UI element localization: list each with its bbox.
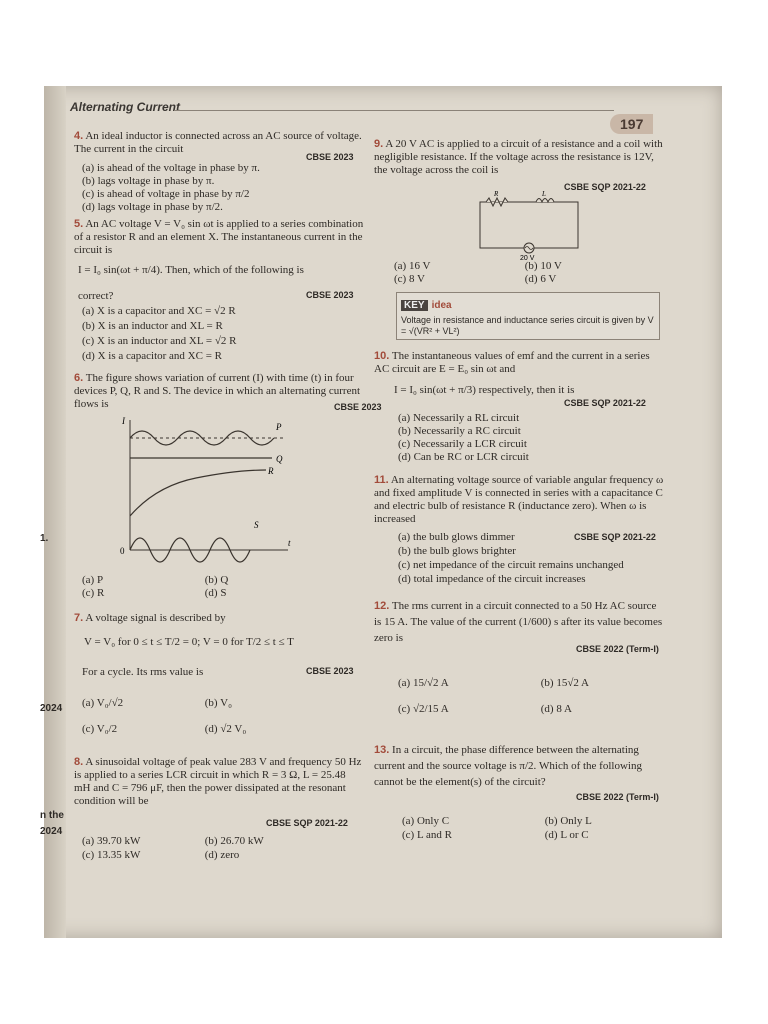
option-a: (a) the bulb glows dimmer — [398, 531, 515, 543]
question-number: 4. — [74, 130, 84, 142]
source-tag: CSBE SQP 2021-22 — [564, 398, 646, 408]
margin-fragment: n the — [40, 810, 64, 821]
question-number: 12. — [374, 600, 390, 612]
chapter-title: Alternating Current — [70, 100, 181, 114]
options-q10 — [398, 412, 668, 464]
header-rule — [174, 110, 614, 111]
question-13 — [374, 742, 664, 790]
option-a: (a) is ahead of the voltage in phase by π. — [82, 162, 260, 174]
option-c: (c) Necessarily a LCR circuit — [398, 438, 527, 450]
circuit-wire — [480, 202, 578, 248]
option-a: (a) P — [82, 574, 104, 586]
question-text: In a circuit, the phase difference between the alternating current and the source voltage is π/2. Which of the following cannot be the element(s) of the circuit? — [374, 744, 642, 788]
book-page — [44, 86, 722, 938]
options-q6 — [82, 574, 362, 600]
rl-circuit-diagram — [474, 190, 590, 260]
option-d: (d) total impedance of the circuit increases — [398, 573, 586, 585]
option-d: (d) zero — [204, 849, 240, 861]
option-c: (c) X is an inductor and XL = √2 R — [82, 335, 237, 347]
source-voltage-label: 20 V — [520, 255, 535, 260]
option-c: (c) is ahead of voltage in phase by π/2 — [82, 188, 250, 200]
question-8 — [74, 756, 364, 808]
option-d: (d) Can be RC or LCR circuit — [398, 451, 529, 463]
options-q5 — [82, 304, 372, 364]
axis-label-i: I — [122, 416, 125, 426]
question-5-formula: I = I₀ sin(ωt + π/4). Then, which of the following is — [78, 264, 304, 276]
question-9 — [374, 138, 664, 177]
option-d: (d) 8 A — [540, 703, 572, 715]
option-b: (b) the bulb glows brighter — [398, 545, 516, 557]
option-a: (a) Necessarily a RL circuit — [398, 412, 520, 424]
page-number: 197 — [610, 114, 653, 134]
margin-fragment: 2024 — [40, 703, 63, 714]
resistor-symbol — [486, 198, 508, 206]
question-10 — [374, 350, 664, 376]
option-d: (d) S — [204, 587, 227, 599]
margin-fragment: 1. — [40, 533, 49, 544]
question-text: A sinusoidal voltage of peak value 283 V and frequency 50 Hz is applied to a series LCR circuit in which R = 3 Ω, L = 25.48 mH and C = 796 μF, then the power dissipated at the resonant condition will be — [74, 756, 362, 807]
question-text: The figure shows variation of current (I) with time (t) in four devices P, Q, R and S. The device in which an alternating current flows is — [74, 372, 361, 410]
options-q12 — [398, 670, 668, 722]
curve-label-p: P — [276, 422, 282, 432]
question-7-formula: V = V₀ for 0 ≤ t ≤ T/2 = 0; V = 0 for T/2 ≤ t ≤ T — [84, 636, 294, 648]
current-time-graph — [116, 416, 296, 566]
option-c: (c) 8 V — [394, 273, 425, 285]
key-idea-box — [396, 292, 660, 340]
option-b: (b) X is an inductor and XL = R — [82, 320, 223, 332]
options-q7 — [82, 690, 372, 742]
curve-label-r: R — [268, 466, 274, 476]
curve-label-s: S — [254, 520, 259, 530]
option-b: (b) lags voltage in phase by π. — [82, 175, 215, 187]
question-7 — [74, 612, 369, 625]
question-6 — [74, 372, 364, 411]
resistor-label: R — [494, 190, 499, 198]
question-text: An AC voltage V = V₀ sin ωt is applied to a series combination of a resistor R and an element X. The instantaneous current in the circuit is — [74, 218, 364, 256]
source-tag: CBSE 2022 (Term-I) — [576, 644, 659, 654]
question-5 — [74, 218, 369, 257]
option-a: (a) 16 V — [394, 260, 431, 272]
source-tag: CBSE 2023 — [306, 666, 354, 676]
source-tag: CBSE 2022 (Term-I) — [576, 792, 659, 802]
question-text: An ideal inductor is connected across an AC source of voltage. The current in the circuit — [74, 130, 362, 155]
question-number: 11. — [374, 474, 389, 486]
option-c: (c) net impedance of the circuit remains unchanged — [398, 559, 624, 571]
idea-label: idea — [431, 300, 452, 311]
question-number: 7. — [74, 612, 84, 624]
option-c: (c) R — [82, 587, 105, 599]
source-tag: CSBE SQP 2021-22 — [574, 532, 656, 542]
axis-label-t: t — [288, 538, 291, 548]
question-number: 9. — [374, 138, 384, 150]
source-tag: CBSE 2023 — [306, 290, 354, 300]
question-text: The instantaneous values of emf and the current in a series AC circuit are E = E₀ sin ωt and — [374, 350, 650, 375]
question-text: A voltage signal is described by — [85, 612, 226, 624]
option-b: (b) V₀ — [204, 697, 232, 709]
option-a: (a) 39.70 kW — [82, 835, 141, 847]
curve-r — [130, 470, 266, 516]
question-text: The rms current in a circuit connected to a 50 Hz AC source is 15 A. The value of the current (1/600) s after its value becomes zero is — [374, 600, 663, 644]
option-d: (d) 6 V — [524, 273, 557, 285]
options-q11 — [398, 530, 668, 586]
options-q8 — [82, 834, 372, 862]
option-b: (b) 26.70 kW — [204, 835, 264, 847]
question-number: 6. — [74, 372, 84, 384]
option-d: (d) lags voltage in phase by π/2. — [82, 201, 223, 213]
source-tag: CBSE 2023 — [334, 402, 382, 412]
question-12 — [374, 598, 664, 646]
question-number: 13. — [374, 744, 390, 756]
source-tag: CSBE SQP 2021-22 — [564, 182, 646, 192]
margin-fragment: 2024 — [40, 826, 63, 837]
question-number: 8. — [74, 756, 84, 768]
options-q13 — [402, 814, 662, 842]
option-c: (c) L and R — [402, 829, 452, 841]
option-a: (a) X is a capacitor and XC = √2 R — [82, 305, 236, 317]
option-c: (c) V₀/2 — [82, 723, 118, 735]
option-b: (b) 15√2 A — [540, 677, 589, 689]
option-d: (d) X is a capacitor and XC = R — [82, 350, 222, 362]
curve-label-q: Q — [276, 454, 283, 464]
option-a: (a) 15/√2 A — [398, 677, 449, 689]
option-d: (d) √2 V₀ — [204, 723, 247, 735]
option-b: (b) 10 V — [524, 260, 562, 272]
option-a: (a) Only C — [402, 815, 450, 827]
option-b: (b) Necessarily a RC circuit — [398, 425, 521, 437]
origin-label: 0 — [120, 546, 125, 556]
question-10-formula: I = I₀ sin(ωt + π/3) respectively, then it is — [394, 384, 575, 396]
inductor-label: L — [542, 190, 546, 198]
option-d: (d) L or C — [544, 829, 589, 841]
question-11 — [374, 474, 664, 526]
question-7-line2: For a cycle. Its rms value is — [82, 666, 204, 678]
question-number: 10. — [374, 350, 390, 362]
options-q9 — [394, 260, 674, 286]
question-text: A 20 V AC is applied to a circuit of a resistance and a coil with negligible resistance. If the voltage across the resistance is 12V, the voltage across the coil is — [374, 138, 663, 176]
source-tag: CBSE 2023 — [306, 152, 354, 162]
question-number: 5. — [74, 218, 84, 230]
inductor-symbol — [536, 199, 554, 203]
source-tag: CBSE SQP 2021-22 — [266, 818, 348, 828]
option-c: (c) √2/15 A — [398, 703, 449, 715]
key-idea-text: Voltage in resistance and inductance series circuit is given by V = √(VR² + VL²) — [401, 315, 654, 336]
option-c: (c) 13.35 kW — [82, 849, 141, 861]
question-text: An alternating voltage source of variable angular frequency ω and fixed amplitude V is connected in series with a capacitance C and electric bulb of resistance R (inductance zero). When ω is increased — [374, 474, 664, 525]
key-label: KEY — [401, 300, 428, 311]
option-a: (a) V₀/√2 — [82, 697, 124, 709]
option-b: (b) Q — [204, 574, 229, 586]
options-q4 — [82, 162, 372, 214]
option-b: (b) Only L — [544, 815, 592, 827]
question-5-tail: correct? — [78, 290, 114, 302]
